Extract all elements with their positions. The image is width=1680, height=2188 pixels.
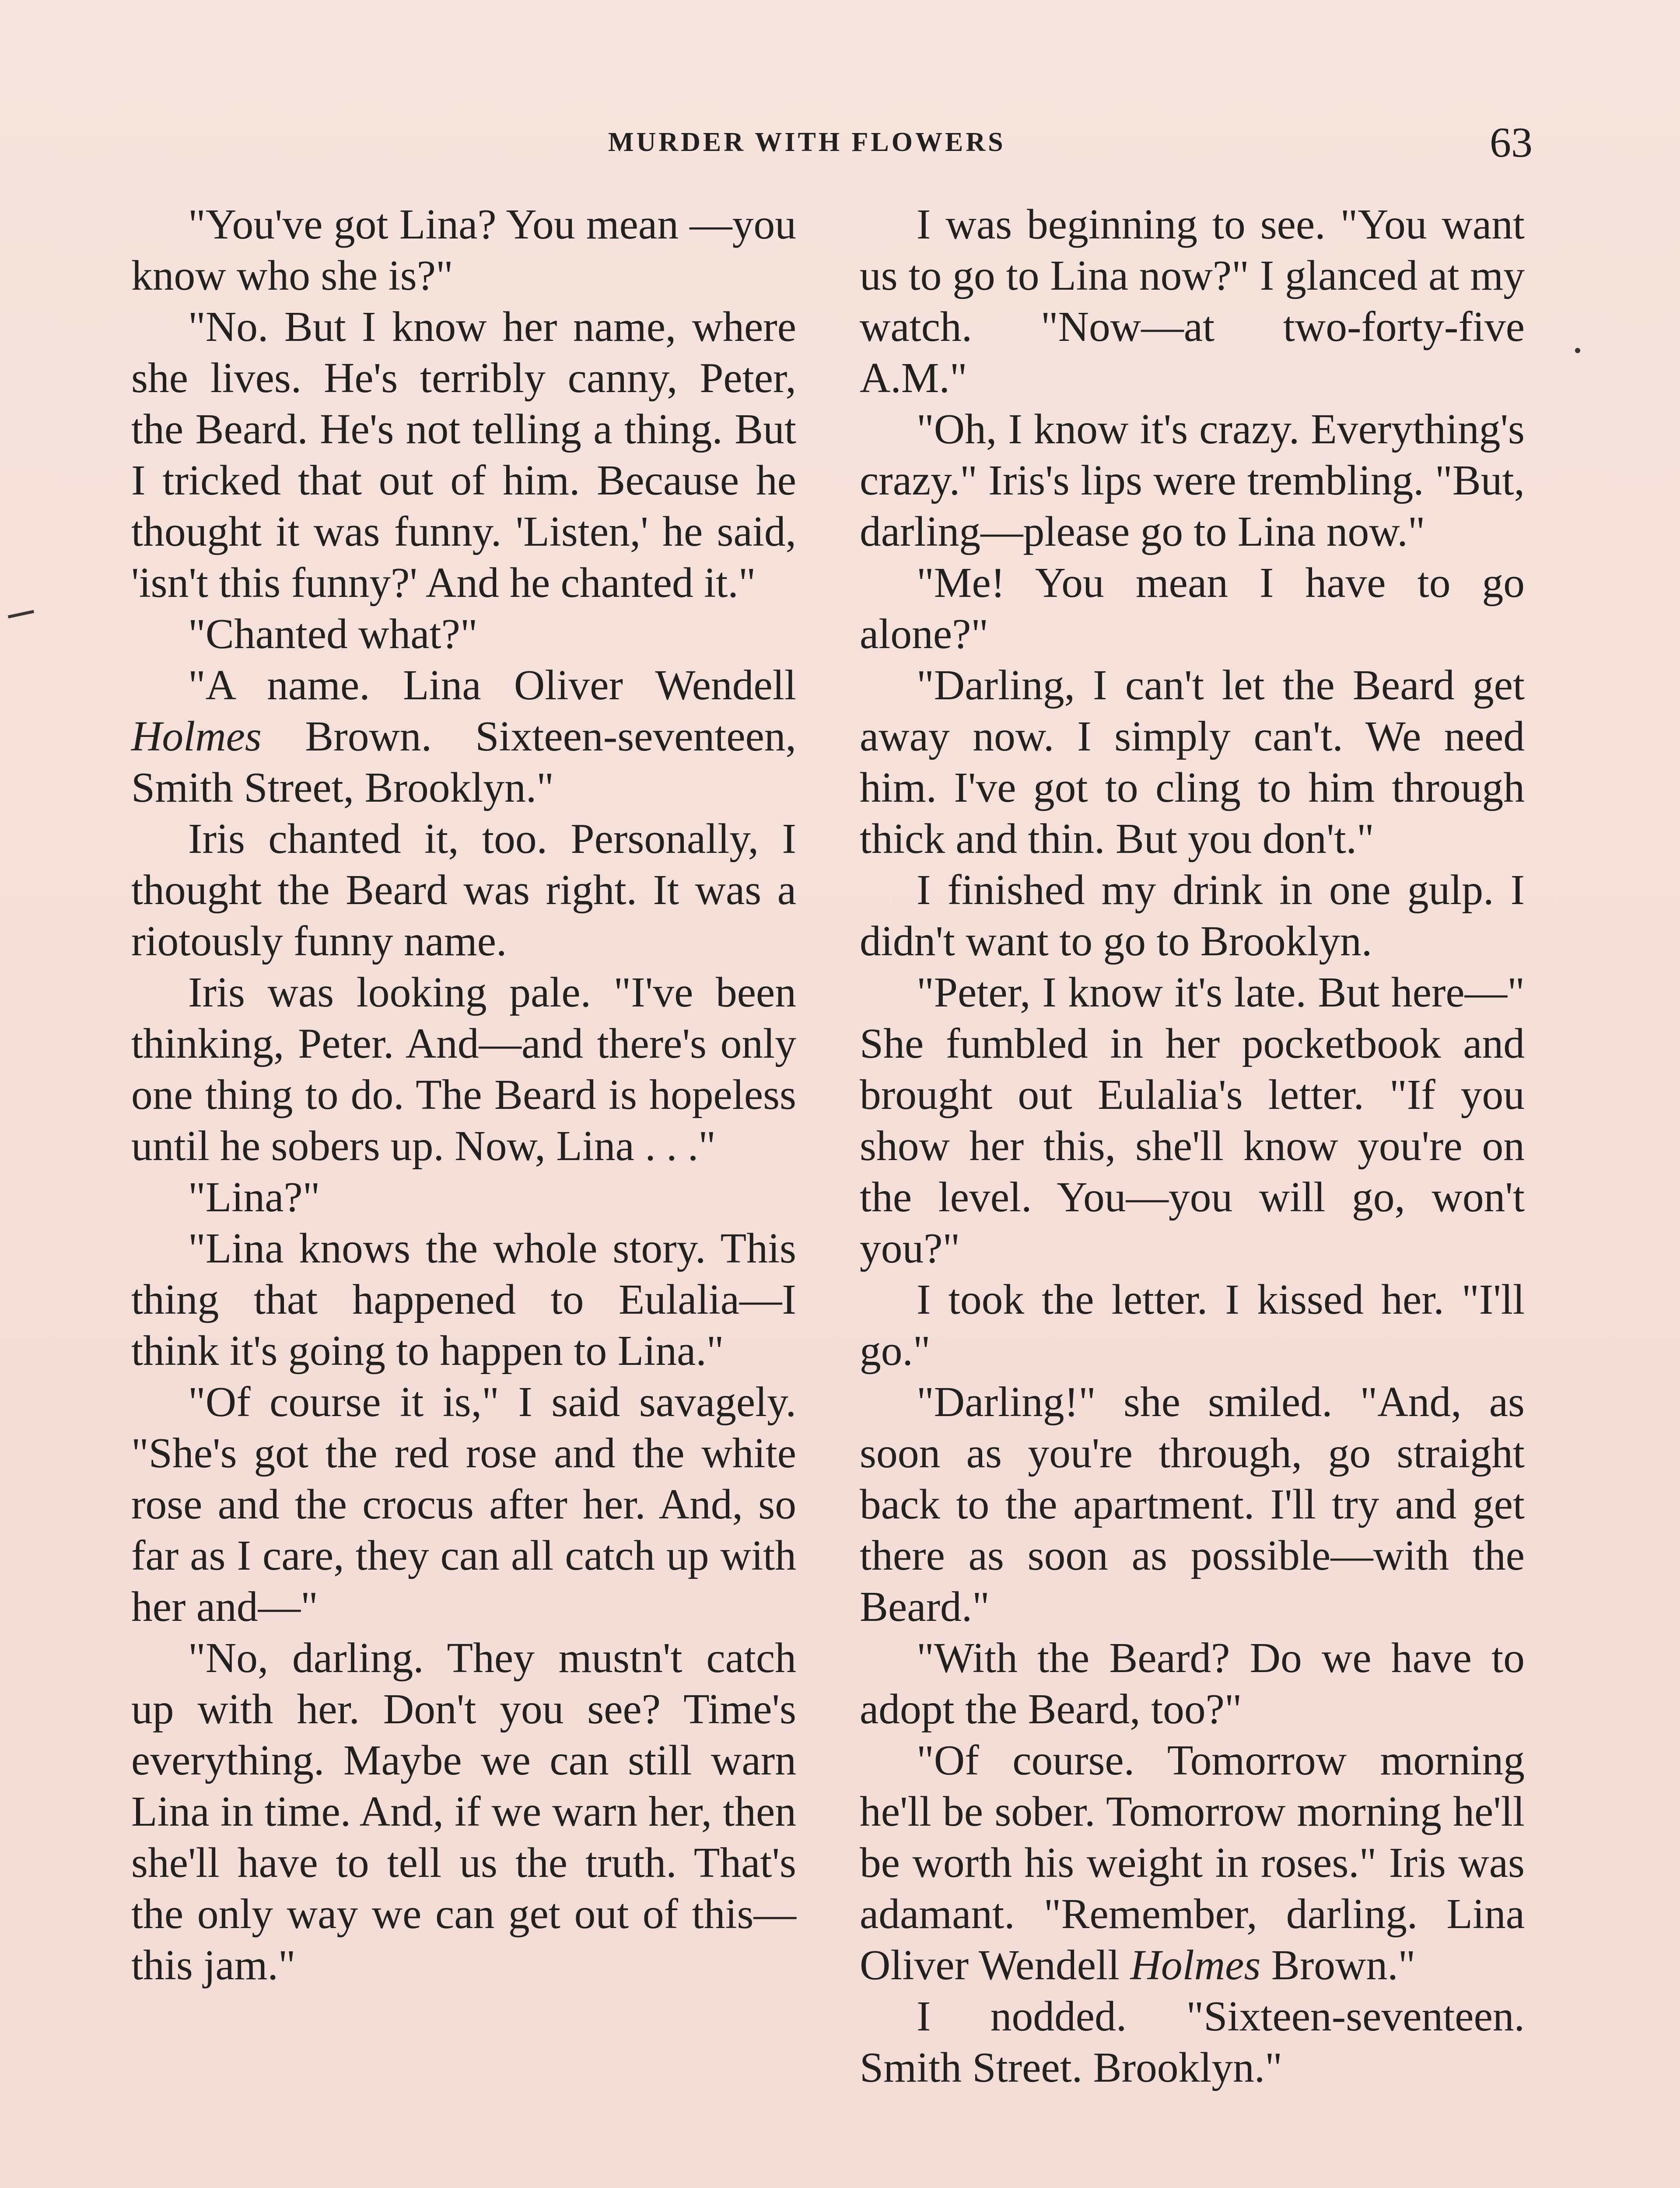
ink-speck [1575, 348, 1580, 353]
paragraph-text: "A name. Lina Oliver Wendell [188, 662, 796, 709]
paragraph: "Of course it is," I said savagely. "She's got the red rose and the white rose and the crocus after her. And, so far as I care, they can all catch up with her and—" [131, 1378, 796, 1630]
paragraph [860, 1735, 1525, 1991]
italic-word: Holmes [1130, 1942, 1261, 1989]
paragraph: "Lina?" [188, 1174, 320, 1221]
paragraph: "You've got Lina? You mean —you know who she is?" [131, 201, 796, 299]
paragraph: "Darling, I can't let the Beard get away now. I simply can't. We need him. I've got to cling to him through thick and thin. But you don't." [860, 662, 1525, 863]
paragraph: "With the Beard? Do we have to adopt the Beard, too?" [860, 1634, 1525, 1733]
paragraph-text: "Of course. Tomorrow morning he'll be sober. Tomorrow morning he'll be worth his weight in roses." Iris was adamant. "Remember, darling. Lina Oliver Wendell [860, 1737, 1525, 1989]
paragraph: Iris was looking pale. "I've been thinking, Peter. And—and there's only one thing to do. The Beard is hopeless until he sobers up. Now, Lina . . ." [131, 969, 796, 1170]
paragraph: "No, darling. They mustn't catch up with her. Don't you see? Time's everything. Maybe we can still warn Lina in time. And, if we warn her, then she'll have to tell us the truth. That's the only way we can get out of this—this jam." [131, 1634, 796, 1989]
page-number: 63 [1490, 119, 1533, 166]
left-text-column [131, 199, 796, 1991]
paragraph: "Me! You mean I have to go alone?" [860, 559, 1525, 658]
paragraph: "Darling!" she smiled. "And, as soon as you're through, go straight back to the apartment. I'll try and get there as soon as possible—with the Beard." [860, 1378, 1525, 1630]
paragraph: "No. But I know her name, where she lives. He's terribly canny, Peter, the Beard. He's not telling a thing. But I tricked that out of him. Because he thought it was funny. 'Listen,' he said, 'isn't this funny?' And he chanted it." [131, 303, 796, 607]
paragraph: I finished my drink in one gulp. I didn't want to go to Brooklyn. [860, 866, 1525, 965]
running-head-title: MURDER WITH FLOWERS [608, 127, 1006, 157]
paragraph [131, 660, 796, 813]
paragraph: I nodded. "Sixteen-seventeen. Smith Street. Brooklyn." [860, 1993, 1525, 2091]
paragraph: "Peter, I know it's late. But here—" She fumbled in her pocketbook and brought out Eulalia's letter. "If you show her this, she'll know you're on the level. You—you will go, won't you?" [860, 969, 1525, 1272]
paragraph-text: Brown." [1260, 1942, 1416, 1989]
paragraph: "Oh, I know it's crazy. Everything's crazy." Iris's lips were trembling. "But, darling—please go to Lina now." [860, 406, 1525, 555]
italic-word: Holmes [131, 713, 262, 760]
right-text-column [860, 199, 1525, 2093]
paragraph-text: Brown. Sixteen-seventeen, Smith Street, Brooklyn." [131, 713, 796, 811]
paragraph: I took the letter. I kissed her. "I'll go." [860, 1276, 1525, 1375]
paragraph: I was beginning to see. "You want us to go to Lina now?" I glanced at my watch. "Now—at two-forty-five A.M." [860, 201, 1525, 402]
paragraph: "Lina knows the whole story. This thing that happened to Eulalia—I think it's going to happen to Lina." [131, 1225, 796, 1375]
paragraph: "Chanted what?" [188, 610, 478, 658]
paragraph: Iris chanted it, too. Personally, I thought the Beard was right. It was a riotously funny name. [131, 815, 796, 965]
ink-speck [8, 610, 34, 618]
